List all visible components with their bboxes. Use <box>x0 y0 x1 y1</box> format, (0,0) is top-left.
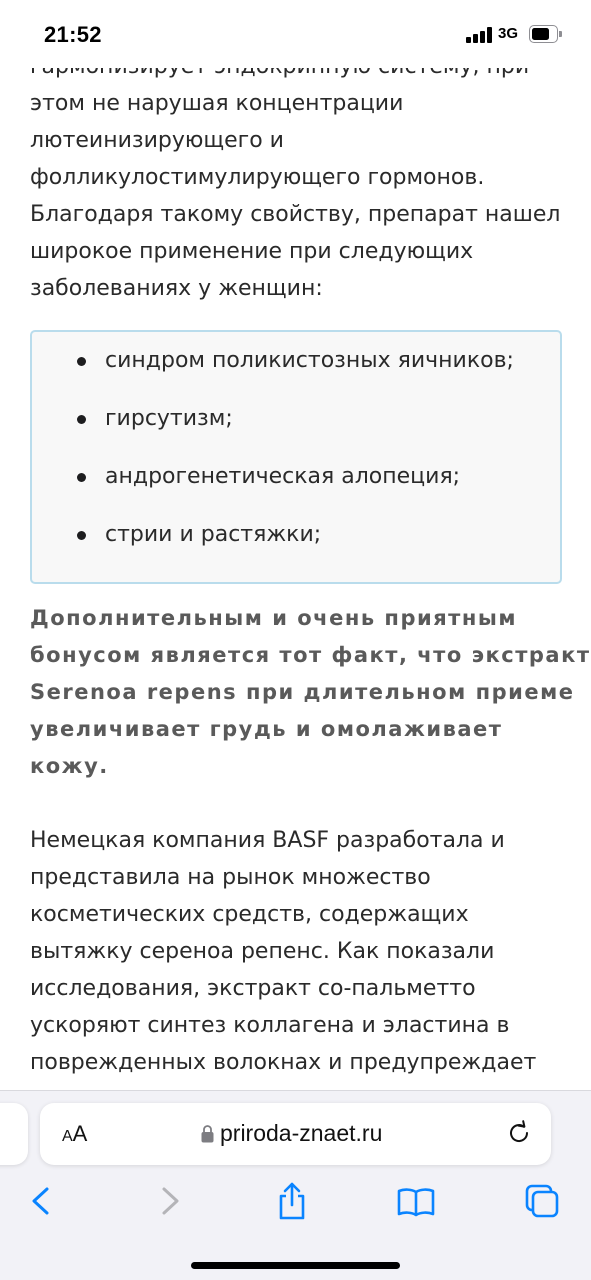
reader-settings-button[interactable] <box>62 1121 87 1147</box>
text-line: бонусом является тот факт, что экстракт <box>30 643 591 667</box>
text-line: широкое применение при следующих <box>30 239 474 264</box>
home-indicator <box>191 1262 400 1269</box>
text-line: косметических средств, содержащих <box>30 902 469 927</box>
chevron-right-icon[interactable] <box>149 1181 189 1221</box>
bullet-icon <box>77 531 86 540</box>
tabs-icon[interactable] <box>522 1181 562 1221</box>
text-line: заболеваниях у женщин: <box>30 276 323 301</box>
status-bar <box>0 0 591 68</box>
aa-big-label: A <box>72 1121 88 1146</box>
conditions-list <box>30 330 562 584</box>
list-item-text: андрогенетическая алопеция; <box>105 464 461 489</box>
text-line: поврежденных волокнах и предупреждает <box>30 1050 537 1075</box>
bullet-icon <box>77 473 86 482</box>
text-line: Немецкая компания BASF разработала и <box>30 828 505 853</box>
text-line: вытяжку сереноа репенс. Как показали <box>30 939 495 964</box>
list-item <box>32 400 560 440</box>
list-item-text: гирсутизм; <box>105 406 233 431</box>
list-item-text: синдром поликистозных яичников; <box>105 348 514 373</box>
article-paragraph <box>30 48 570 307</box>
article-paragraph <box>30 822 570 1081</box>
share-icon[interactable] <box>272 1181 312 1221</box>
reload-icon[interactable] <box>506 1120 532 1146</box>
chevron-left-icon[interactable] <box>22 1181 62 1221</box>
text-line: кожу. <box>30 754 109 778</box>
aa-small-label: A <box>62 1128 73 1145</box>
battery-icon <box>529 25 561 43</box>
text-line: лютеинизирующего и <box>30 128 284 153</box>
list-item <box>32 458 560 498</box>
browser-bottom-bar <box>0 1090 591 1280</box>
text-line: Дополнительным и очень приятным <box>30 606 518 630</box>
address-bar[interactable] <box>40 1103 551 1165</box>
previous-tab-preview[interactable] <box>0 1103 28 1165</box>
text-line: ускоряют синтез коллагена и эластина в <box>30 1013 510 1038</box>
lock-icon <box>201 1124 214 1143</box>
cellular-signal-icon <box>466 27 494 43</box>
url-text[interactable]: priroda-znaet.ru <box>220 1120 383 1146</box>
text-line: Благодаря такому свойству, препарат нашел <box>30 202 561 227</box>
text-line: исследования, экстракт со-пальметто <box>30 976 476 1001</box>
highlight-paragraph <box>30 600 591 785</box>
text-line: Serenoa repens при длительном приеме <box>30 680 575 704</box>
bullet-icon <box>77 415 86 424</box>
text-line: фолликулостимулирующего гормонов. <box>30 165 485 190</box>
list-item <box>32 342 560 382</box>
text-line: увеличивает грудь и омолаживает <box>30 717 503 741</box>
book-icon[interactable] <box>396 1181 436 1221</box>
list-item <box>32 516 560 556</box>
text-line: этом не нарушая концентрации <box>30 91 404 116</box>
network-type: 3G <box>498 25 519 42</box>
text-line: представила на рынок множество <box>30 865 431 890</box>
status-time: 21:52 <box>44 22 102 47</box>
list-item-text: стрии и растяжки; <box>105 522 322 547</box>
bullet-icon <box>77 357 86 366</box>
